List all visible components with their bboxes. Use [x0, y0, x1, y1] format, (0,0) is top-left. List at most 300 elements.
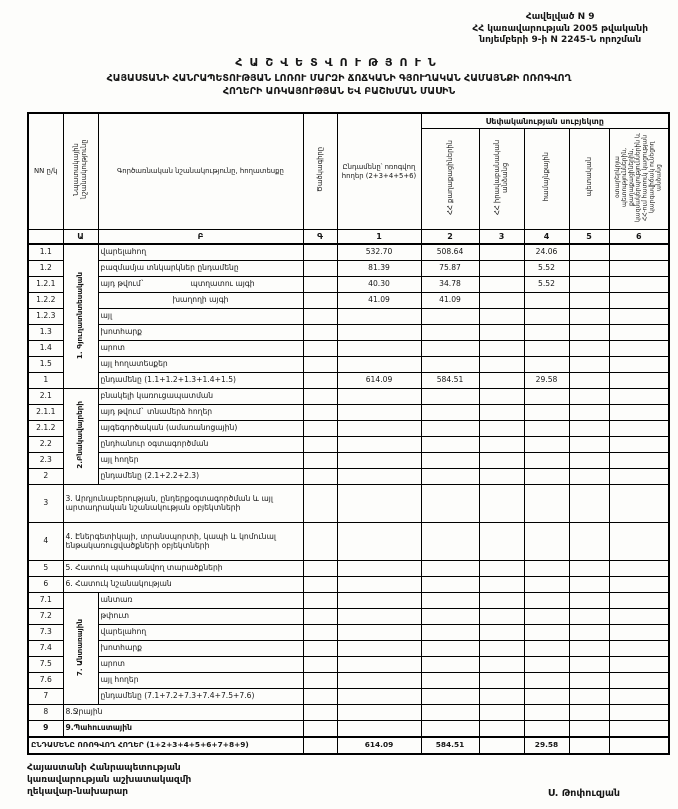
- table-row: [28, 325, 669, 341]
- code-cell: [303, 689, 337, 705]
- value-cell: [569, 421, 609, 437]
- value-cell: [524, 625, 569, 641]
- value-cell: 29.58: [524, 373, 569, 389]
- col-header-designated-purpose: Նպատակային նշանակությունը: [63, 113, 98, 230]
- header-row-group: [28, 113, 669, 129]
- value-cell: [479, 244, 524, 261]
- value-cell: 614.09: [337, 737, 421, 754]
- table-row: [28, 721, 669, 738]
- value-cell: [337, 705, 421, 721]
- value-cell: [569, 373, 609, 389]
- land-type-cell: արոտ: [98, 341, 303, 357]
- value-cell: [337, 405, 421, 421]
- column-letter: Գ: [303, 230, 337, 245]
- code-cell: [303, 244, 337, 261]
- land-type-cell: այդ թվում` տնամերձ հողեր: [98, 405, 303, 421]
- land-type-cell: խոտհարք: [98, 641, 303, 657]
- value-cell: [609, 405, 669, 421]
- value-cell: [609, 625, 669, 641]
- table-row: [28, 705, 669, 721]
- value-cell: [479, 421, 524, 437]
- table-row: [28, 561, 669, 577]
- value-cell: [569, 437, 609, 453]
- row-number-cell: 8: [28, 705, 63, 721]
- value-cell: [337, 689, 421, 705]
- value-cell: [569, 577, 609, 593]
- table-row: [28, 389, 669, 405]
- value-cell: [609, 593, 669, 609]
- value-cell: [609, 357, 669, 373]
- value-cell: [479, 341, 524, 357]
- value-cell: [479, 261, 524, 277]
- appendix-annotation: [472, 12, 648, 47]
- table-row: [28, 523, 669, 561]
- value-cell: [569, 389, 609, 405]
- code-cell: [303, 593, 337, 609]
- value-cell: 532.70: [337, 244, 421, 261]
- value-cell: [421, 577, 479, 593]
- value-cell: [421, 721, 479, 738]
- land-type-cell: այլ հողեր: [98, 673, 303, 689]
- value-cell: [524, 357, 569, 373]
- value-cell: [609, 389, 669, 405]
- value-cell: [569, 405, 609, 421]
- value-cell: [569, 523, 609, 561]
- value-cell: [421, 405, 479, 421]
- value-cell: [609, 421, 669, 437]
- value-cell: [609, 657, 669, 673]
- value-cell: [421, 523, 479, 561]
- section-vertical-label: 2.Բնակավայրերի: [75, 401, 85, 470]
- row-number-cell: 2: [28, 469, 63, 485]
- table-row: [28, 625, 669, 641]
- value-cell: [569, 657, 609, 673]
- appendix-number: Հավելված N 9: [525, 12, 595, 22]
- land-type-cell: ընդհանուր օգտագործման: [98, 437, 303, 453]
- value-cell: 584.51: [421, 737, 479, 754]
- report-subtitle-line2: ՀՈՂԵՐԻ ԱՌԿԱՅՈՒԹՅԱՆ ԵՎ ԲԱՇԽՄԱՆ ՄԱՍԻՆ: [222, 85, 456, 97]
- column-letter: [28, 230, 63, 245]
- value-cell: [609, 673, 669, 689]
- land-type-cell: թփուտ: [98, 609, 303, 625]
- value-cell: [421, 453, 479, 469]
- value-cell: [479, 721, 524, 738]
- code-cell: [303, 625, 337, 641]
- title-block: [0, 56, 678, 99]
- row-number-cell: 5: [28, 561, 63, 577]
- row-number-cell: 1.2.2: [28, 293, 63, 309]
- table-row: [28, 405, 669, 421]
- land-type-prefix: այդ թվում`: [100, 279, 145, 289]
- value-cell: [421, 689, 479, 705]
- value-cell: [569, 609, 609, 625]
- column-letter-row: [28, 230, 669, 245]
- row-number-cell: 1.2.3: [28, 309, 63, 325]
- table-row: [28, 373, 669, 389]
- land-type-cell: բազմամյա տնկարկներ ընդամենը: [98, 261, 303, 277]
- row-number-cell: 1.1: [28, 244, 63, 261]
- value-cell: [569, 485, 609, 523]
- value-cell: 5.52: [524, 261, 569, 277]
- value-cell: [569, 341, 609, 357]
- value-cell: 614.09: [337, 373, 421, 389]
- code-cell: [303, 657, 337, 673]
- col-header-row-number: NN ը/կ: [28, 113, 63, 230]
- value-cell: [569, 625, 609, 641]
- value-cell: [569, 593, 609, 609]
- table-row: [28, 593, 669, 609]
- value-cell: [569, 673, 609, 689]
- value-cell: [479, 609, 524, 625]
- code-cell: [303, 705, 337, 721]
- row-number-cell: 7: [28, 689, 63, 705]
- value-cell: [337, 523, 421, 561]
- value-cell: [337, 593, 421, 609]
- value-cell: 41.09: [421, 293, 479, 309]
- value-cell: [479, 657, 524, 673]
- col-header-legal-entities: ՀՀ իրավաբանական անձանց: [479, 129, 524, 230]
- government-decision-number: նոյեմբերի 9-ի N 2245-Ն որոշման: [479, 35, 642, 46]
- land-type-cell: 3. Արդյունաբերության, ընդերքօգտագործման և այլ արտադրական նշանակության օբյեկտների: [63, 485, 303, 523]
- value-cell: [569, 721, 609, 738]
- col-header-citizens: ՀՀ քաղաքացիներին: [421, 129, 479, 230]
- value-cell: [569, 689, 609, 705]
- table-row: [28, 453, 669, 469]
- value-cell: [524, 485, 569, 523]
- value-cell: [569, 261, 609, 277]
- value-cell: [337, 641, 421, 657]
- table-row: [28, 341, 669, 357]
- land-type-cell: ընդամենը (1.1+1.2+1.3+1.4+1.5): [98, 373, 303, 389]
- value-cell: [479, 389, 524, 405]
- code-cell: [303, 609, 337, 625]
- column-letter: 2: [421, 230, 479, 245]
- value-cell: [337, 673, 421, 689]
- value-cell: [524, 641, 569, 657]
- value-cell: [524, 721, 569, 738]
- value-cell: [479, 325, 524, 341]
- land-type-label: պտղատու այգի: [190, 279, 255, 289]
- value-cell: [569, 277, 609, 293]
- row-number-cell: 7.5: [28, 657, 63, 673]
- table-row: [28, 244, 669, 261]
- code-cell: [303, 437, 337, 453]
- section-cell: [63, 244, 98, 389]
- value-cell: [337, 469, 421, 485]
- table-row: [28, 437, 669, 453]
- table-row: [28, 309, 669, 325]
- table-row: [28, 689, 669, 705]
- value-cell: [421, 421, 479, 437]
- row-number-cell: 4: [28, 523, 63, 561]
- row-number-cell: 2.1: [28, 389, 63, 405]
- land-type-cell: վարելահող: [98, 244, 303, 261]
- row-number-cell: 2.1.1: [28, 405, 63, 421]
- land-type-cell: այգեգործական (ամառանոցային): [98, 421, 303, 437]
- col-header-foreign: օտարերկրյա պետություններին, քաղաքացիներին, կազմակերպություններին և ՀՀ-ում հատուկ կացության կարգավիճակ ունեցող անձանց: [609, 129, 669, 230]
- value-cell: [609, 705, 669, 721]
- value-cell: [569, 293, 609, 309]
- value-cell: [524, 389, 569, 405]
- row-number-cell: 7.3: [28, 625, 63, 641]
- value-cell: [524, 309, 569, 325]
- value-cell: [421, 625, 479, 641]
- value-cell: [524, 325, 569, 341]
- land-type-cell: խոտհարք: [98, 325, 303, 341]
- value-cell: [337, 561, 421, 577]
- code-cell: [303, 293, 337, 309]
- code-cell: [303, 485, 337, 523]
- value-cell: [337, 309, 421, 325]
- value-cell: [479, 277, 524, 293]
- value-cell: [421, 469, 479, 485]
- column-letter: Ա: [63, 230, 98, 245]
- value-cell: [524, 437, 569, 453]
- value-cell: [421, 705, 479, 721]
- value-cell: [524, 453, 569, 469]
- table-row: [28, 293, 669, 309]
- value-cell: [337, 609, 421, 625]
- value-cell: [479, 625, 524, 641]
- code-cell: [303, 421, 337, 437]
- table-row: [28, 357, 669, 373]
- value-cell: [609, 437, 669, 453]
- table-row: [28, 609, 669, 625]
- value-cell: [479, 357, 524, 373]
- value-cell: [479, 485, 524, 523]
- value-cell: [421, 357, 479, 373]
- code-cell: [303, 737, 337, 754]
- value-cell: [524, 673, 569, 689]
- value-cell: [479, 309, 524, 325]
- value-cell: 508.64: [421, 244, 479, 261]
- value-cell: [337, 357, 421, 373]
- value-cell: [337, 453, 421, 469]
- value-cell: [569, 705, 609, 721]
- land-type-cell: ընդամենը (7.1+7.2+7.3+7.4+7.5+7.6): [98, 689, 303, 705]
- value-cell: [421, 309, 479, 325]
- value-cell: [337, 625, 421, 641]
- value-cell: [421, 641, 479, 657]
- code-cell: [303, 277, 337, 293]
- column-letter: 5: [569, 230, 609, 245]
- land-type-cell: 6. Հատուկ նշանակության: [63, 577, 303, 593]
- value-cell: [524, 609, 569, 625]
- value-cell: [524, 523, 569, 561]
- land-type-cell: բնակելի կառուցապատման: [98, 389, 303, 405]
- col-header-community: համայնքային: [524, 129, 569, 230]
- government-decision-year: ՀՀ կառավարության 2005 թվականի: [472, 23, 648, 34]
- code-cell: [303, 561, 337, 577]
- section-cell: [63, 389, 98, 485]
- value-cell: [569, 737, 609, 754]
- value-cell: 584.51: [421, 373, 479, 389]
- value-cell: [609, 244, 669, 261]
- land-type-cell: ընդամենը (2.1+2.2+2.3): [98, 469, 303, 485]
- row-number-cell: 1: [28, 373, 63, 389]
- signature-name: Ս. Թոփուզյան: [547, 788, 620, 799]
- value-cell: [524, 421, 569, 437]
- value-cell: [524, 577, 569, 593]
- land-type-cell: խաղողի այգի: [98, 293, 303, 309]
- value-cell: [337, 721, 421, 738]
- value-cell: [479, 689, 524, 705]
- table-row: [28, 277, 669, 293]
- table-row: [28, 261, 669, 277]
- value-cell: [524, 657, 569, 673]
- col-header-functional-purpose: Գործառնական նշանակությունը, հողատեսքը: [98, 113, 303, 230]
- value-cell: [569, 357, 609, 373]
- column-letter: 4: [524, 230, 569, 245]
- value-cell: [479, 453, 524, 469]
- land-type-cell: այլ հողեր: [98, 453, 303, 469]
- value-cell: [479, 405, 524, 421]
- land-type-cell: 4. Էներգետիկայի, տրանսպորտի, կապի և կոմունալ ենթակառուցվածքների օբյեկտների: [63, 523, 303, 561]
- value-cell: [569, 244, 609, 261]
- value-cell: [609, 469, 669, 485]
- row-number-cell: 1.2.1: [28, 277, 63, 293]
- report-heading: ՀԱՇՎԵՏՎՈՒԹՅՈՒՆ: [235, 56, 443, 69]
- row-number-cell: 7.6: [28, 673, 63, 689]
- column-letter: 1: [337, 230, 421, 245]
- value-cell: [337, 325, 421, 341]
- value-cell: [479, 437, 524, 453]
- value-cell: [609, 523, 669, 561]
- code-cell: [303, 453, 337, 469]
- value-cell: [337, 485, 421, 523]
- row-number-cell: 7.1: [28, 593, 63, 609]
- total-label: ԸՆԴԱՄԵՆԸ ՈՌՈԳՎՈՂ ՀՈՂԵՐ (1+2+3+4+5+6+7+8+9): [28, 737, 303, 754]
- code-cell: [303, 373, 337, 389]
- report-subtitle-line1: ՀԱՅԱՍՏԱՆԻ ՀԱՆՐԱՊԵՏՈՒԹՅԱՆ ԼՈՌՈՒ ՄԱՐԶԻ ՃՈՃԿԱՆԻ ԳՅՈՒՂԱԿԱՆ ՀԱՄԱՅՆՔԻ ՈՌՈԳՎՈՂ: [106, 73, 572, 84]
- value-cell: [569, 325, 609, 341]
- value-cell: [609, 577, 669, 593]
- column-letter: 3: [479, 230, 524, 245]
- value-cell: [609, 325, 669, 341]
- row-number-cell: 7.4: [28, 641, 63, 657]
- value-cell: [569, 561, 609, 577]
- signatory-line1: Հայաստանի Հանրապետության: [27, 763, 181, 773]
- value-cell: [609, 373, 669, 389]
- value-cell: [421, 657, 479, 673]
- row-number-cell: 9: [28, 721, 63, 738]
- value-cell: [609, 453, 669, 469]
- value-cell: [479, 673, 524, 689]
- value-cell: 75.87: [421, 261, 479, 277]
- value-cell: [524, 341, 569, 357]
- code-cell: [303, 389, 337, 405]
- table-row: [28, 485, 669, 523]
- code-cell: [303, 469, 337, 485]
- value-cell: [479, 561, 524, 577]
- value-cell: [609, 485, 669, 523]
- value-cell: [421, 325, 479, 341]
- irrigated-lands-table: [27, 112, 670, 755]
- value-cell: 81.39: [337, 261, 421, 277]
- column-letter: 6: [609, 230, 669, 245]
- value-cell: [337, 577, 421, 593]
- value-cell: [569, 469, 609, 485]
- value-cell: [421, 609, 479, 625]
- section-cell: [63, 593, 98, 705]
- code-cell: [303, 325, 337, 341]
- value-cell: 29.58: [524, 737, 569, 754]
- value-cell: 5.52: [524, 277, 569, 293]
- value-cell: [421, 593, 479, 609]
- value-cell: [609, 689, 669, 705]
- col-header-total-irrigated: Ընդամենը՝ ոռոգվող հողեր (2+3+4+5+6): [337, 113, 421, 230]
- value-cell: [479, 577, 524, 593]
- land-type-cell: վարելահող: [98, 625, 303, 641]
- land-type-cell: [98, 277, 303, 293]
- value-cell: [421, 389, 479, 405]
- value-cell: [524, 705, 569, 721]
- section-vertical-label: 7. Անտառային: [75, 618, 85, 676]
- value-cell: [609, 309, 669, 325]
- code-cell: [303, 641, 337, 657]
- report-table-body: [28, 244, 669, 754]
- row-number-cell: 7.2: [28, 609, 63, 625]
- value-cell: [421, 437, 479, 453]
- land-type-cell: արոտ: [98, 657, 303, 673]
- value-cell: [569, 309, 609, 325]
- value-cell: [609, 293, 669, 309]
- value-cell: [421, 485, 479, 523]
- row-number-cell: 2.3: [28, 453, 63, 469]
- code-cell: [303, 261, 337, 277]
- row-number-cell: 1.5: [28, 357, 63, 373]
- value-cell: [569, 641, 609, 657]
- value-cell: [479, 523, 524, 561]
- row-number-cell: 1.2: [28, 261, 63, 277]
- row-number-cell: 3: [28, 485, 63, 523]
- code-cell: [303, 673, 337, 689]
- value-cell: [479, 373, 524, 389]
- row-number-cell: 1.3: [28, 325, 63, 341]
- value-cell: [609, 261, 669, 277]
- total-row: [28, 737, 669, 754]
- code-cell: [303, 341, 337, 357]
- value-cell: [479, 469, 524, 485]
- value-cell: 40.30: [337, 277, 421, 293]
- code-cell: [303, 405, 337, 421]
- value-cell: [609, 721, 669, 738]
- table-row: [28, 641, 669, 657]
- value-cell: [421, 561, 479, 577]
- table-row: [28, 469, 669, 485]
- value-cell: [479, 593, 524, 609]
- section-vertical-label: 1. Գյուղատնտեսական: [75, 271, 85, 359]
- land-type-cell: 9.Պահուստային: [63, 721, 303, 738]
- value-cell: [337, 389, 421, 405]
- value-cell: [421, 341, 479, 357]
- value-cell: [479, 737, 524, 754]
- value-cell: [337, 437, 421, 453]
- table-row: [28, 577, 669, 593]
- value-cell: [524, 689, 569, 705]
- value-cell: [421, 673, 479, 689]
- value-cell: [479, 705, 524, 721]
- value-cell: [524, 593, 569, 609]
- column-letter: Բ: [98, 230, 303, 245]
- value-cell: [337, 421, 421, 437]
- value-cell: [524, 469, 569, 485]
- value-cell: [609, 341, 669, 357]
- value-cell: [524, 293, 569, 309]
- code-cell: [303, 721, 337, 738]
- code-cell: [303, 523, 337, 561]
- land-type-cell: այլ հողատեսքեր: [98, 357, 303, 373]
